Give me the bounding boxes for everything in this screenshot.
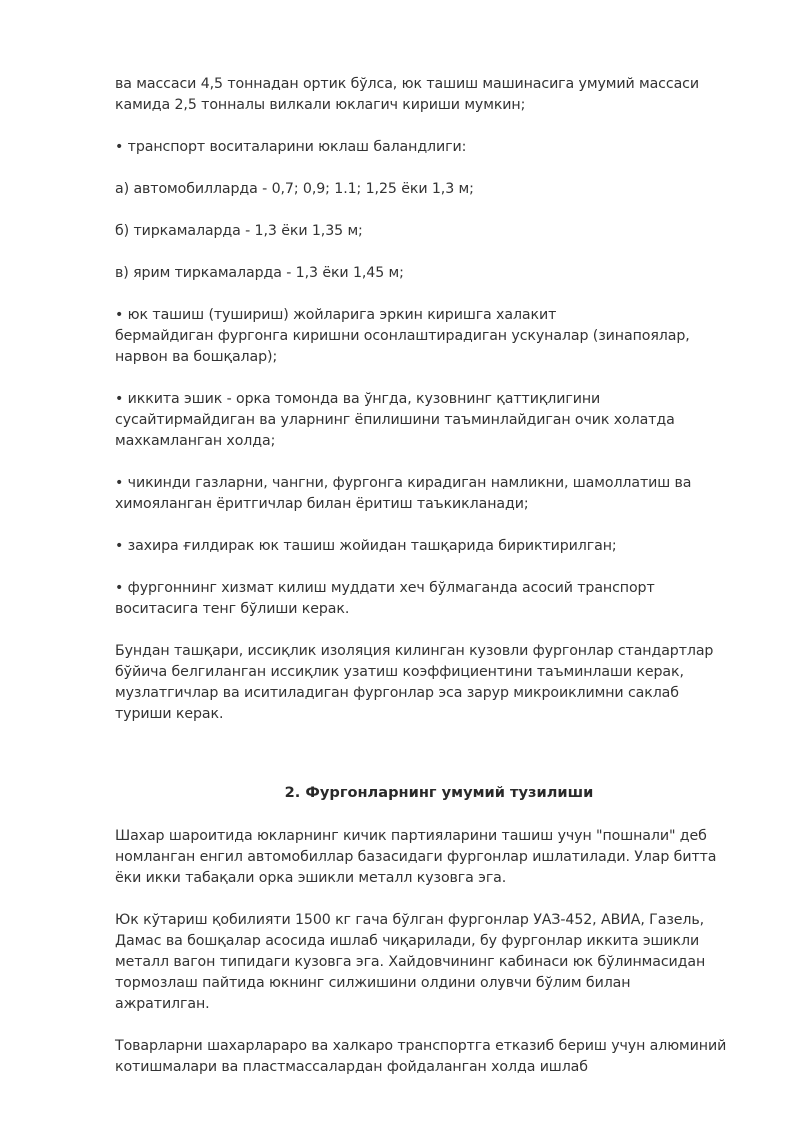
bullet-exhaust-dust: • чикинди газларни, чангни, фургонга кирадиган намликни, шамоллатиш ва химояланган ёритгичлар билан ёритиш таъкикланади; [115, 475, 692, 512]
bullet-access-equipment: • юк ташиш (тушириш) жойларига эркин киришга халакит бермайдиган фургонга киришни осонлаштирадиган ускуналар (зинапоялар, нарвон ва бошқалар); [115, 307, 690, 365]
paragraph-city-vans: Шахар шароитида юкларнинг кичик партияларини ташиш учун "пошнали" деб номланган енгил автомобиллар базасидаги фургонлар ишлатилади. Улар битта ёки икки табақали орка эшикли металл кузовга эга. [115, 828, 717, 886]
paragraph-intercity-transport: Товарларни шахарлараро ва халкаро транспортга етказиб бериш учун алюминий котишмалари ва пластмассалардан фойдаланган холда ишлаб [115, 1038, 727, 1075]
list-item-trailers: б) тиркамаларда - 1,3 ёки 1,35 м; [115, 223, 363, 239]
paragraph-van-models: Юк кўтариш қобилияти 1500 кг гача бўлган фургонлар УАЗ-452, АВИА, Газель, Дамас ва бошқалар асосида ишлаб чиқарилади, бу фургонлар иккита эшикли металл вагон типидаги кузовга эга. Хайдовчининг кабинаси юк бўлинмасидан тормозлаш пайтида юкнинг силжишини олдини олувчи бўлим билан ажратилган. [115, 912, 706, 1012]
document-page [115, 74, 755, 1078]
bullet-loading-height: • транспорт воситаларини юклаш баландлиги: [115, 139, 467, 155]
list-item-automobiles: а) автомобилларда - 0,7; 0,9; 1.1; 1,25 ёки 1,3 м; [115, 181, 474, 197]
list-item-semitrailers: в) ярим тиркамаларда - 1,3 ёки 1,45 м; [115, 265, 404, 281]
paragraph-load-mass: ва массаси 4,5 тоннадан ортик бўлса, юк ташиш машинасига умумий массаси камида 2,5 тонналы вилкали юклагич кириши мумкин; [115, 76, 700, 113]
section-heading: 2. Фургонларнинг умумий тузилиши [284, 784, 594, 801]
bullet-spare-wheel: • захира ғилдирак юк ташиш жойидан ташқарида бириктирилган; [115, 538, 617, 554]
bullet-service-life: • фургоннинг хизмат килиш муддати хеч бўлмаганда асосий транспорт воситасига тенг бўлиши керак. [115, 580, 655, 617]
bullet-two-doors: • иккита эшик - орка томонда ва ўнгда, кузовнинг қаттиқлигини сусайтирмайдиган ва уларнинг ёпилишини таъминлайдиган очик холатда махкамланган холда; [115, 391, 675, 449]
paragraph-insulation: Бундан ташқари, иссиқлик изоляция килинган кузовли фургонлар стандартлар бўйича белгиланган иссиқлик узатиш коэффициентини таъминлаши керак, музлатгичлар ва иситиладиган фургонлар эса зарур микроиклимни саклаб туриши керак. [115, 643, 714, 722]
